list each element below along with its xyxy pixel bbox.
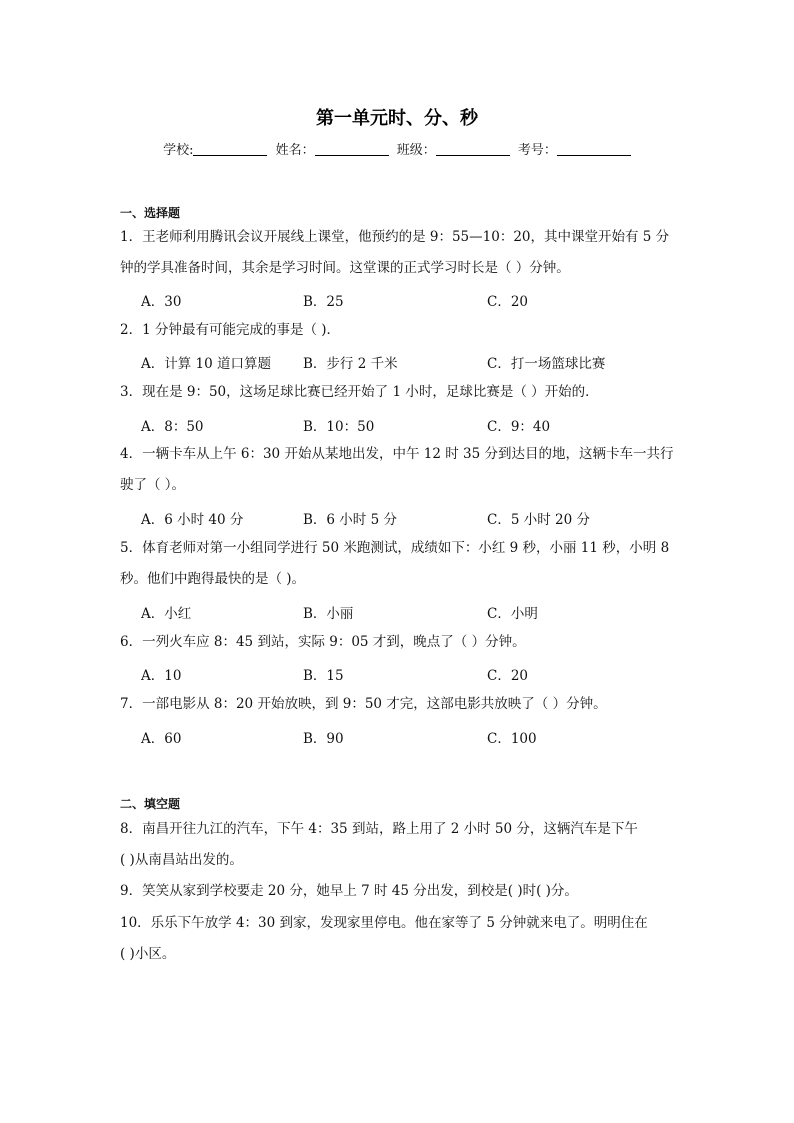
option-c: C．100 bbox=[487, 731, 537, 747]
question-9 bbox=[120, 876, 680, 907]
option-a: A．小红 bbox=[141, 606, 192, 622]
option-a: A．10 bbox=[141, 668, 182, 684]
question-line: 秒。他们中跑得最快的是（ )。 bbox=[120, 571, 306, 587]
page-title: 第一单元时、分、秒 bbox=[316, 108, 478, 129]
option-a: A．30 bbox=[141, 294, 182, 310]
option-c: C．小明 bbox=[487, 606, 538, 622]
option-c: C．打一场篮球比赛 bbox=[487, 356, 606, 372]
question-line: 5．体育老师对第一小组同学进行 50 米跑测试，成绩如下：小红 9 秒，小丽 11 秒，小明 8 bbox=[120, 540, 670, 556]
option-b: B．10：50 bbox=[303, 419, 375, 435]
option-b: B．25 bbox=[303, 294, 344, 310]
exam-number-blank bbox=[557, 142, 631, 156]
question-line: 4．一辆卡车从上午 6：30 开始从某地出发，中午 12 时 35 分到达目的地，这辆卡车一共行 bbox=[120, 446, 674, 462]
option-b: B．15 bbox=[303, 668, 344, 684]
question-8 bbox=[120, 814, 680, 876]
question-line: 8．南昌开往九江的汽车，下午 4：35 到站，路上用了 2 小时 50 分，这辆汽车是下午 bbox=[120, 821, 638, 837]
option-b: B．6 小时 5 分 bbox=[303, 512, 397, 528]
option-b: B．90 bbox=[303, 731, 344, 747]
question-line: 9．笑笑从家到学校要走 20 分，她早上 7 时 45 分出发，到校是( )时( )分。 bbox=[120, 883, 578, 899]
option-c: C．5 小时 20 分 bbox=[487, 512, 590, 528]
question-1 bbox=[120, 222, 680, 284]
option-a: A．8：50 bbox=[141, 419, 204, 435]
class-label: 班级： bbox=[396, 143, 436, 158]
question-6 bbox=[120, 627, 680, 658]
question-line: 7．一部电影从 8：20 开始放映，到 9：50 才完，这部电影共放映了（ ）分钟。 bbox=[120, 696, 607, 712]
option-c: C．9：40 bbox=[487, 419, 551, 435]
section-title-choice: 一、选择题 bbox=[120, 206, 181, 220]
question-7 bbox=[120, 689, 680, 720]
option-b: B．步行 2 千米 bbox=[303, 356, 398, 372]
question-4 bbox=[120, 439, 680, 501]
school-label: 学校: bbox=[163, 143, 194, 158]
class-blank bbox=[436, 142, 510, 156]
question-line: 10．乐乐下午放学 4：30 到家，发现家里停电。他在家等了 5 分钟就来电了。明明住在 bbox=[120, 915, 648, 931]
question-5 bbox=[120, 533, 680, 595]
option-a: A．60 bbox=[141, 731, 182, 747]
option-a: A．计算 10 道口算题 bbox=[141, 356, 272, 372]
name-label: 姓名： bbox=[275, 143, 315, 158]
school-blank bbox=[193, 142, 267, 156]
student-info-line bbox=[0, 139, 794, 158]
exam-number-label: 考号： bbox=[517, 143, 557, 158]
question-3 bbox=[120, 377, 680, 408]
option-b: B．小丽 bbox=[303, 606, 354, 622]
option-a: A．6 小时 40 分 bbox=[141, 512, 244, 528]
option-c: C．20 bbox=[487, 668, 529, 684]
question-line: 6．一列火车应 8：45 到站，实际 9：05 才到，晚点了（ ）分钟。 bbox=[120, 634, 526, 650]
question-line: 驶了（ ）。 bbox=[120, 477, 186, 493]
question-line: 3．现在是 9：50，这场足球比赛已经开始了 1 小时，足球比赛是（ ）开始的． bbox=[120, 384, 599, 400]
question-2 bbox=[120, 315, 680, 346]
question-line: 2．1 分钟最有可能完成的事是（ )． bbox=[120, 322, 341, 338]
question-line: 1．王老师利用腾讯会议开展线上课堂，他预约的是 9：55—10：20，其中课堂开始有 5 分 bbox=[120, 229, 670, 245]
section-title-fill-blank: 二、填空题 bbox=[120, 797, 181, 811]
question-10 bbox=[120, 908, 680, 970]
question-line: ( )从南昌站出发的。 bbox=[120, 852, 243, 868]
name-blank bbox=[315, 142, 389, 156]
question-line: 钟的学具准备时间，其余是学习时间。这堂课的正式学习时长是（ ）分钟。 bbox=[120, 260, 570, 276]
option-c: C．20 bbox=[487, 294, 529, 310]
question-line: ( )小区。 bbox=[120, 946, 176, 962]
